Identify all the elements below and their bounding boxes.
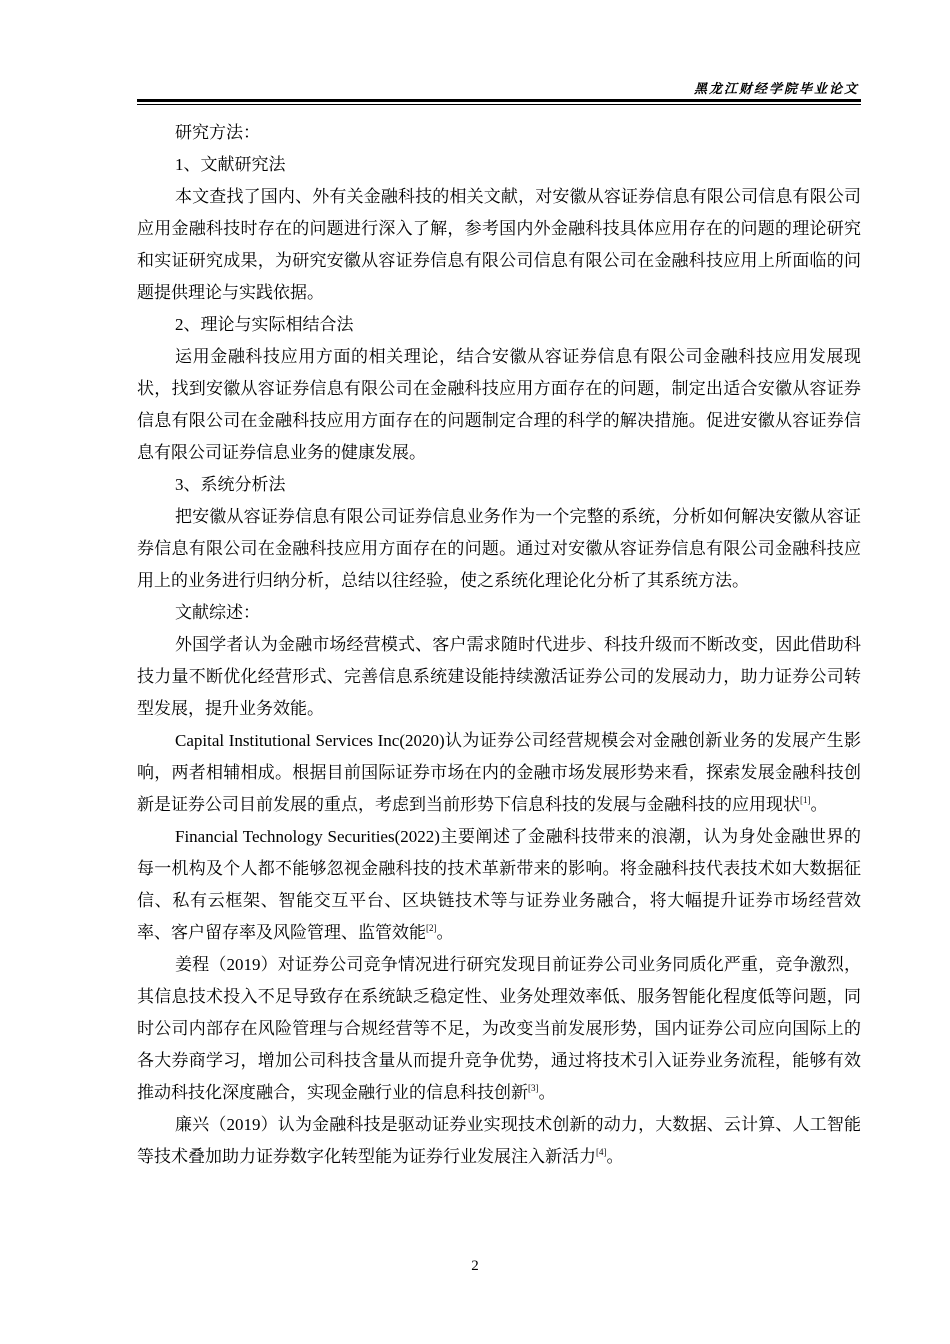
section-heading-review: 文献综述：	[175, 603, 260, 622]
body-text	[137, 117, 861, 1173]
paragraph: 把安徽从容证券信息有限公司证券信息业务作为一个完整的系统，分析如何解决安徽从容证券信息有限公司在金融科技应用方面存在的问题。通过对安徽从容证券信息有限公司金融科技应用上的业务进行归纳分析，总结以往经验，使之系统化理论化分析了其系统方法。	[137, 507, 861, 590]
paragraph-text: 廉兴（2019）认为金融科技是驱动证券业实现技术创新的动力，大数据、云计算、人工智能等技术叠加助力证券数字化转型能为证券行业发展注入新活力	[137, 1115, 861, 1166]
citation-ref: [1]	[800, 795, 811, 805]
paragraph-end: 。	[538, 1083, 556, 1102]
header-rule-thick	[137, 99, 861, 102]
paragraph: 运用金融科技应用方面的相关理论，结合安徽从容证券信息有限公司金融科技应用发展现状，找到安徽从容证券信息有限公司在金融科技应用方面存在的问题，制定出适合安徽从容证券信息有限公司在金融科技应用方面存在的问题制定合理的科学的解决措施。促进安徽从容证券信息有限公司证券信息业务的健康发展。	[137, 347, 861, 462]
paragraph-text: 姜程（2019）对证券公司竞争情况进行研究发现目前证券公司业务同质化严重，竞争激烈，其信息技术投入不足导致存在系统缺乏稳定性、业务处理效率低、服务智能化程度低等问题，同时公司内部存在风险管理与合规经营等不足，为改变当前发展形势，国内证券公司应向国际上的各大券商学习，增加公司科技含量从而提升竞争优势，通过将技术引入证券业务流程，能够有效推动科技化深度融合，实现金融行业的信息科技创新	[137, 955, 861, 1102]
citation-ref: [2]	[426, 923, 437, 933]
paragraph	[137, 821, 861, 949]
paragraph: 外国学者认为金融市场经营模式、客户需求随时代进步、科技升级而不断改变，因此借助科技力量不断优化经营形式、完善信息系统建设能持续激活证券公司的发展动力，助力证券公司转型发展，提升业务效能。	[137, 635, 861, 718]
paragraph-text: Financial Technology Securities(2022)主要阐述了金融科技带来的浪潮，认为身处金融世界的每一机构及个人都不能够忽视金融科技的技术革新带来的影响。将金融科技代表技术如大数据征信、私有云框架、智能交互平台、区块链技术等与证券业务融合，将大幅提升证券市场经营效率、客户留存率及风险管理、监管效能	[137, 827, 861, 942]
paragraph	[137, 1109, 861, 1173]
method-heading-1: 1、文献研究法	[175, 155, 286, 174]
paragraph	[137, 949, 861, 1109]
running-header: 黑龙江财经学院毕业论文	[693, 82, 859, 97]
paragraph	[137, 725, 861, 821]
paragraph: 本文查找了国内、外有关金融科技的相关文献，对安徽从容证券信息有限公司信息有限公司应用金融科技时存在的问题进行深入了解，参考国内外金融科技具体应用存在的问题的理论研究和实证研究成果，为研究安徽从容证券信息有限公司信息有限公司在金融科技应用上所面临的问题提供理论与实践依据。	[137, 187, 861, 302]
method-heading-2: 2、理论与实际相结合法	[175, 315, 354, 334]
page-number: 2	[471, 1258, 479, 1274]
citation-ref: [4]	[596, 1147, 607, 1157]
citation-ref: [3]	[528, 1083, 539, 1093]
method-heading-3: 3、系统分析法	[175, 475, 286, 494]
paragraph-end: 。	[810, 795, 828, 814]
paragraph-end: 。	[436, 923, 454, 942]
section-heading-methods: 研究方法：	[175, 123, 260, 142]
paragraph-text: Capital Institutional Services Inc(2020)认为证券公司经营规模会对金融创新业务的发展产生影响，两者相辅相成。根据目前国际证券市场在内的金融市场发展形势来看，探索发展金融科技创新是证券公司目前发展的重点，考虑到当前形势下信息科技的发展与金融科技的应用现状	[137, 731, 861, 814]
paragraph-end: 。	[606, 1147, 624, 1166]
header-rule-thin	[137, 104, 861, 105]
